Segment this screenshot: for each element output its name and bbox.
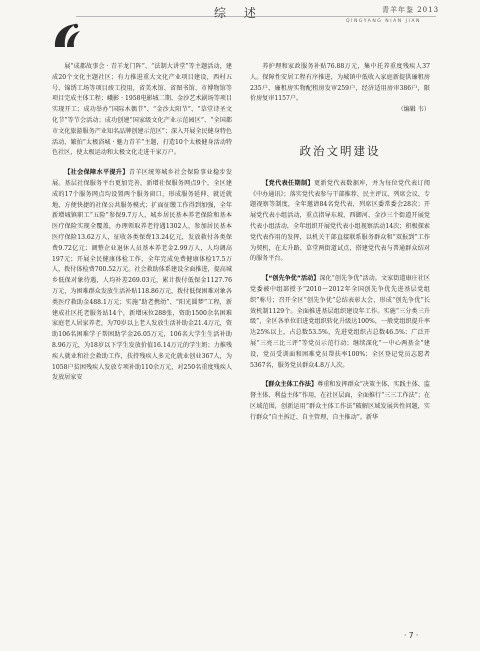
paragraph-mass-subject-method [250,380,430,423]
paragraph-excellence-campaign [250,274,430,371]
paragraph-text: 青羊区统筹城乡社会保险事业稳步发展。基层社保服务平台更加完善，新增社保服务网点9个，全区建成的17个服务网点均设置两个服务窗口，形成服务延伸、就近就地、方便快捷的社保公共服务模式；扩面征缴工作得到加强，全年新增城镇职工“五险”参保9.7万人，城乡居民基本养老保险和基本医疗保险实现全覆盖，办理领取养老待遇1302人，参加居民基本医疗保险13.62万人，征收各类保费13.24亿元，发放救付各类保费9.72亿元；调整企业退休人员基本养老金2.99万人，人均调高197元；开展全民健康体检工作，全年完成免费健康体检17.5万人，拨付体检费700.52万元。社会救助体系建设全面推进，提高城乡低保对象待遇，人均补差269.03元，累计拨付低保金1127.76万元，为困难群众发放生活补贴118.86万元，拨付低保困难对象各类医疗救助金488.1万元；实施“助老携幼”、“阳光圆梦”工程，新建成社区托老服务站14个，新增床位288张，资助1500余名困难家庭老人居家养老，为70岁以上老人发放生活补助金21.4万元，资助106名困难学子帮困助学金26.05万元，106名大学生生活补助8.96万元，为18岁以下学生发放价值16.14万元的学生奶；力推残疾人就业和社会救助工作，扶持残疾人多元化就业创业367人，为1058户贫困残疾人发放专项补助110余万元，对250名重度残疾人发放居家安 [52,169,232,382]
yearbook-title: 青羊年鉴 2013 [382,6,440,14]
paragraph-text: 深化“创先争优”活动。文家街道康庄社区党委被中组部授予“2010～2012年全国创先争优先进基层党组织”称号；召开全区“创先争优”总结表彰大会，形成“创先争优”长效机制1129个。全面推进基层组织建设年工作。实施“三分类三升级”，全区各单位旧进党组织转化升级达100%，一般党组织提升率达25%以上，占总数53.5%，先进党组织占总数46.5%；广泛开展“三亮三比三评”等党员示范行动；继续深化“一中心两基金”建设，党员受训面和困难党员帮扶率100%；全区登记党员志愿者5367名，服务党员群众4.8万人次。 [250,275,430,369]
page-number: · 7 · [404,631,419,640]
yearbook-logo-icon [52,22,82,50]
paragraph-text: 尊重和发挥群众“决策主体、实践主体、监督主体、利益主体”作用，在社区层面，全面推行“三三工作法”；在区域范围，创新运用“群众主体工作法”破解区域发展共性问题，实行群众“自主拆迁、自主管理、自主推动”。新华 [250,381,431,421]
section-head-mass-subject-method: 【群众主体工作法】 [262,381,318,389]
paragraph-housing [250,62,430,105]
yearbook-english-title: QINGYANG NIAN JIAN [346,19,421,24]
left-column [52,62,232,384]
section-header-title: 综 述 [214,6,263,20]
paragraph-social-security [52,168,232,384]
editor-signature: （编辑 韦） [397,106,430,114]
section-head-party-rep-term: 【党代表任期制】 [262,179,314,187]
section-title: 政治文明建设 [299,143,381,158]
page-header [0,0,480,58]
paragraph-text: 养护理和家政服务补贴76.88万元，集中托养重度残疾人37人。保障性安居工程有序推进，为城镇中低收入家庭新提供廉租房235户、廉租房实物配租房发审259户，经济适用房审386户，限价房复审1157户。 [250,63,430,103]
paragraph-text: 更新党代表数据库，并为每位党代表订阅《中办通讯》；落实党代表参与干部推荐、民主评议、列席会议、专题视察等制度，全年邀请84名党代表，列席区委常委会28次；开展党代表小组活动，重点指导东坡、西御河、金沙三个街道开展党代表小组活动，全年组织开展党代表小组视察活动14次；积极探索党代表作用的发挥，以机关干部直接联系服务群众和“双报到”工作为契机，在太升路、草堂两街道试点，搭建党代表与普通群众结对的服务平台。 [250,179,430,263]
paragraph-text: 展“成都故事会 · 青羊龙门阵”、“法制大讲堂”等主题活动，建成20个文化主题社区；有力推进重大文化产业项目建设，西村五号、锦绣工场等项目竣工投用，省美术馆、省图书馆、市博物馆等项目完成主体工程；峨影 · 1958电影城二期、金沙艺术剧场等项目实现开工；成功举办“国际木偶节”、“金沙太阳节”、“草堂诗圣文化节”等节会活动；成功创建“国家级文化产业示范园区”、“全国都市文化旅游服务产业知名品牌创建示范区”；深入开展全民健身特色活动，繁拍“太极浴城 · 魅力青羊”主题，打造10个太极健身活动特色社区，使太极运动和太极文化走进千家万户。 [52,63,232,157]
section-head-social-security: 【社会保障水平提升】 [64,169,129,177]
right-column [250,62,430,424]
paragraph-culture [52,62,232,159]
section-head-excellence-campaign: 【“创先争优”活动】 [262,275,320,283]
paragraph-party-rep-term [250,179,430,265]
